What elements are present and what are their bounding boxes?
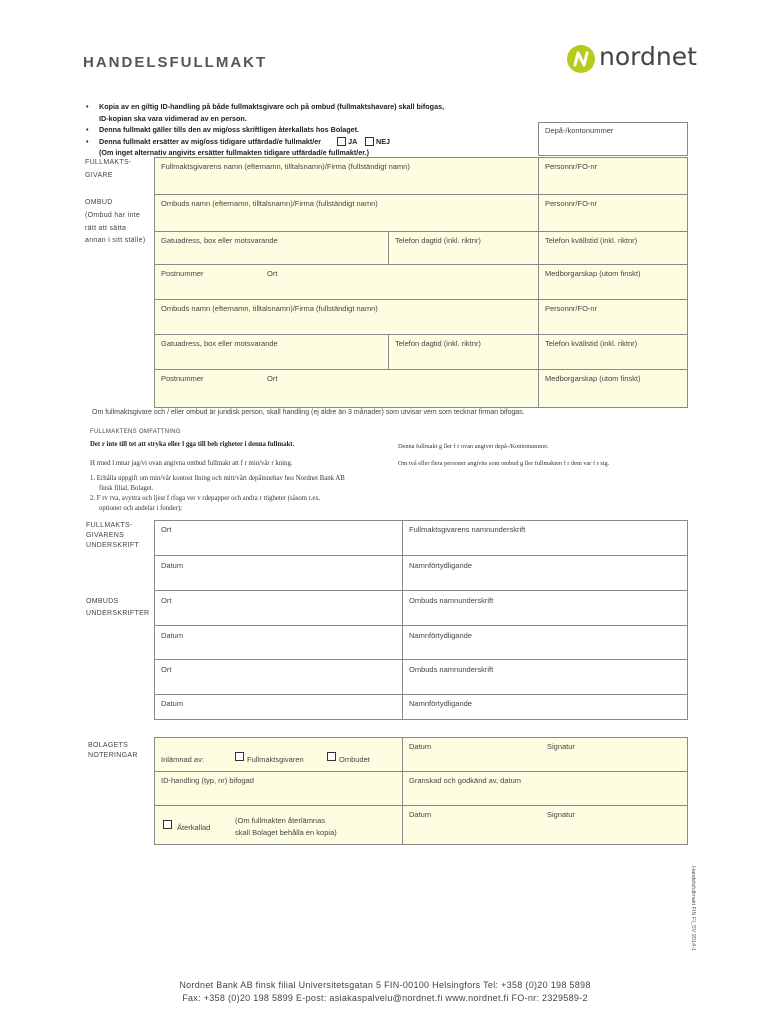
- company-datum-label: Datum: [409, 742, 432, 751]
- aterkallad-note-line2: skall Bolaget behålla en kopia): [235, 828, 337, 837]
- intro-bullets: [83, 101, 444, 159]
- granskad-label: Granskad och godkänd av, datum: [409, 776, 522, 785]
- company-side-label: [88, 741, 138, 761]
- inlamnad-field: [154, 737, 404, 773]
- granskad-field[interactable]: [402, 771, 688, 807]
- ombud1-citizen-field[interactable]: [538, 264, 688, 301]
- ombud2-ort-sign-label: Ort: [161, 665, 172, 674]
- ombud1-tel-eve-label: Telefon kvällstid (inkl. riktnr): [545, 236, 638, 245]
- id-handling-field[interactable]: [154, 771, 404, 807]
- bullet-validity: • Denna fullmakt gäller tills den av mig/oss skriftligen återkallats hos Bolaget.: [83, 124, 444, 136]
- ombud2-tel-day-label: Telefon dagtid (inkl. riktnr): [395, 339, 481, 348]
- ombud-side-line: (Ombud har inte: [85, 211, 141, 219]
- ombud1-datum-field[interactable]: [154, 625, 404, 661]
- bullet-replaces: [83, 136, 444, 148]
- ombud1-name-field[interactable]: [154, 194, 540, 233]
- ombud2-name-field[interactable]: [154, 299, 540, 336]
- ombud2-tel-eve-field[interactable]: [538, 334, 688, 371]
- ombudet-checkbox[interactable]: [327, 752, 336, 761]
- ombud2-signature-label: Ombuds namnunderskrift: [409, 665, 494, 674]
- ombud1-address-field[interactable]: [154, 231, 390, 266]
- giver-signature-field[interactable]: [402, 520, 688, 557]
- form-code-text: Handelsfullmakt FIN FI_SV 2014-1: [690, 866, 696, 951]
- ja-label: JA: [348, 136, 358, 146]
- aterkallad-note-line1: (Om fullmakten återlämnas: [235, 816, 326, 825]
- page-title: HANDELSFULLMAKT: [83, 54, 268, 71]
- ombud2-citizen-field[interactable]: [538, 369, 688, 408]
- bullet-id-copy: • Kopia av en giltig ID-handling på både fullmaktsgivare och på ombud (fullmaktshavare) skall bifogas,: [83, 101, 444, 113]
- ombud2-ort-label: Ort: [267, 374, 278, 383]
- depa-label: Depå-/kontonummer: [545, 126, 614, 135]
- ombud1-postnr-label: Postnummer: [161, 269, 204, 278]
- footer-line-2: Fax: +358 (0)20 198 5899 E-post: asiakaspalvelu@nordnet.fi www.nordnet.fi FO-nr: 2329589-2: [182, 993, 588, 1003]
- bullet-replaces-cont: (Om inget alternativ angivits ersätter fullmakten tidigare utfärdad/e fullmakt/er.): [99, 148, 369, 158]
- ombud2-postal-field[interactable]: [154, 369, 540, 408]
- ombud2-tel-day-field[interactable]: [388, 334, 540, 371]
- id-handling-label: ID-handling (typ, nr) bifogad: [161, 776, 254, 785]
- ombud-side-line: OMBUD: [85, 199, 113, 206]
- aterkallad-field: [154, 805, 404, 845]
- aterkallad-checkbox[interactable]: [163, 820, 172, 829]
- giver-namnfortydligande-field[interactable]: [402, 555, 688, 592]
- ombud2-name-label: Ombuds namn (efternamn, tilltalsnamn)/Firma (fullständigt namn): [161, 304, 378, 313]
- ja-checkbox[interactable]: [337, 137, 346, 146]
- ombud-signature-side-line: UNDERSKRIFTER: [86, 610, 150, 617]
- ombud2-namnfortydligande-label: Namnförtydligande: [409, 699, 472, 708]
- footer-line-1: Nordnet Bank AB finsk filial Universitetsgatan 5 FIN-00100 Helsingfors Tel: +358 (0)20 198 5898: [179, 980, 591, 990]
- giver-signature-side-line: FULLMAKTS-: [86, 522, 133, 529]
- nej-label: NEJ: [376, 136, 390, 146]
- company-datum-signatur-field[interactable]: [402, 737, 688, 773]
- ombud2-address-field[interactable]: [154, 334, 390, 371]
- ombud2-pnr-field[interactable]: [538, 299, 688, 336]
- company-datum-signatur-2-field[interactable]: [402, 805, 688, 845]
- ombud1-postal-field[interactable]: [154, 264, 540, 301]
- giver-datum-field[interactable]: [154, 555, 404, 592]
- company-signatur-2-label: Signatur: [547, 810, 575, 819]
- ombud-signature-side: [86, 596, 149, 620]
- ombud2-signature-field[interactable]: [402, 659, 688, 696]
- nordnet-logo: [566, 40, 696, 80]
- ombud1-pnr-field[interactable]: [538, 194, 688, 233]
- ombud1-ort-sign-field[interactable]: [154, 590, 404, 627]
- scope-depa-note: Denna fullmakt g ller f r ovan angivet depå-/Kontonummer.: [398, 443, 549, 450]
- ombud1-address-label: Gatuadress, box eller motsvarande: [161, 236, 278, 245]
- fullmaktsgivaren-checkbox[interactable]: [235, 752, 244, 761]
- ombud2-namnfortydligande-field[interactable]: [402, 694, 688, 720]
- giver-ort-label: Ort: [161, 525, 172, 534]
- giver-signature-side: [86, 521, 139, 551]
- nordnet-logo-icon: [566, 44, 596, 74]
- legal-entity-note: Om fullmaktsgivare och / eller ombud är juridisk person, skall handling (ej äldre än 3 månader) som utvisar vem som tecknar firman bifogas.: [92, 409, 525, 416]
- ombud2-citizen-label: Medborgarskap (utom finskt): [545, 374, 641, 383]
- ombud1-tel-day-label: Telefon dagtid (inkl. riktnr): [395, 236, 481, 245]
- ombud1-namnfortydligande-label: Namnförtydligande: [409, 631, 472, 640]
- ombud1-name-label: Ombuds namn (efternamn, tilltalsnamn)/Firma (fullständigt namn): [161, 199, 378, 208]
- ombud1-datum-label: Datum: [161, 631, 184, 640]
- giver-namnfortydligande-label: Namnförtydligande: [409, 561, 472, 570]
- aterkallad-label: Återkallad: [177, 823, 211, 832]
- ombud-signature-side-line: OMBUDS: [86, 598, 119, 605]
- giver-name-label: Fullmaktsgivarens namn (efternamn, tilltalsnamn)/Firma (fullständigt namn): [161, 162, 410, 171]
- depa-field[interactable]: [538, 122, 688, 156]
- scope-heading: FULLMAKTENS OMFATTNING: [90, 429, 181, 435]
- ombud2-tel-eve-label: Telefon kvällstid (inkl. riktnr): [545, 339, 638, 348]
- ombud1-signature-label: Ombuds namnunderskrift: [409, 596, 494, 605]
- giver-name-field[interactable]: [154, 157, 540, 196]
- ombud1-ort-label: Ort: [267, 269, 278, 278]
- bullet-replaces-text: Denna fullmakt ersätter av mig/oss tidigare utfärdad/e fullmakt/er: [99, 136, 322, 146]
- giver-side-label: [85, 157, 132, 183]
- ombud2-datum-field[interactable]: [154, 694, 404, 720]
- giver-pnr-field[interactable]: [538, 157, 688, 196]
- company-datum-2-label: Datum: [409, 810, 432, 819]
- ombud1-namnfortydligande-field[interactable]: [402, 625, 688, 661]
- giver-pnr-label: Personnr/FO-nr: [545, 162, 598, 171]
- ombudet-label: Ombudet: [339, 755, 370, 764]
- ombud-side-label: [85, 197, 145, 248]
- ombud1-tel-eve-field[interactable]: [538, 231, 688, 266]
- giver-side-line: GIVARE: [85, 171, 113, 179]
- scope-item-1-cont: finsk filial, Bolaget.: [99, 485, 154, 492]
- bullet-id-copy-cont: ID-kopian ska vara vidimerad av en person.: [99, 113, 247, 123]
- ombud2-datum-label: Datum: [161, 699, 184, 708]
- ombud1-pnr-label: Personnr/FO-nr: [545, 199, 598, 208]
- scope-item-1: 1. Erhålla uppgift om min/vår kontost llning och mitt/vårt depåinnehav hos Nordnet Bank AB: [90, 475, 345, 482]
- ombud2-address-label: Gatuadress, box eller motsvarande: [161, 339, 278, 348]
- giver-ort-field[interactable]: [154, 520, 404, 557]
- giver-datum-label: Datum: [161, 561, 184, 570]
- company-side-line: BOLAGETS: [88, 742, 129, 749]
- ombud2-postnr-label: Postnummer: [161, 374, 204, 383]
- ombud-side-line: rätt att sätta: [85, 224, 127, 232]
- company-side-line: NOTERINGAR: [88, 752, 138, 759]
- giver-signature-side-line: UNDERSKRIFT: [86, 542, 140, 549]
- ombud1-signature-field[interactable]: [402, 590, 688, 627]
- scope-list: [90, 474, 345, 514]
- inlamnad-label: Inlämnad av:: [161, 755, 204, 764]
- ombud2-pnr-label: Personnr/FO-nr: [545, 304, 598, 313]
- form-code: [684, 866, 700, 966]
- giver-side-line: FULLMAKTS-: [85, 159, 132, 166]
- scope-multiple-note: Om två eller flera personer angivits som ombud g ller fullmakten f r dem var f r sig.: [398, 460, 610, 467]
- ombud2-ort-sign-field[interactable]: [154, 659, 404, 696]
- giver-signature-label: Fullmaktsgivarens namnunderskrift: [409, 525, 526, 534]
- ombud1-ort-sign-label: Ort: [161, 596, 172, 605]
- company-signatur-label: Signatur: [547, 742, 575, 751]
- nej-checkbox[interactable]: [365, 137, 374, 146]
- scope-intro: H rmed l mnar jag/vi ovan angivna ombud fullmakt att f r min/vår r kning.: [90, 460, 293, 467]
- scope-item-2-cont: optioner och andelar i fonder);: [99, 505, 183, 512]
- logo-text: nordnet: [599, 42, 697, 71]
- scope-item-2: 2. F rv rva, avyttra och ljest f rfoga ver v rdepapper och andra r ttigheter (såsom t.ex.: [90, 495, 321, 502]
- scope-warning: Det r inte till tet att stryka eller l gga till beh righeter i denna fullmakt.: [90, 441, 295, 448]
- ombud1-citizen-label: Medborgarskap (utom finskt): [545, 269, 641, 278]
- ombud-side-line: annan i sitt ställe): [85, 237, 146, 245]
- fullmaktsgivaren-label: Fullmaktsgivaren: [247, 755, 304, 764]
- ombud1-tel-day-field[interactable]: [388, 231, 540, 266]
- giver-signature-side-line: GIVARENS: [86, 532, 125, 539]
